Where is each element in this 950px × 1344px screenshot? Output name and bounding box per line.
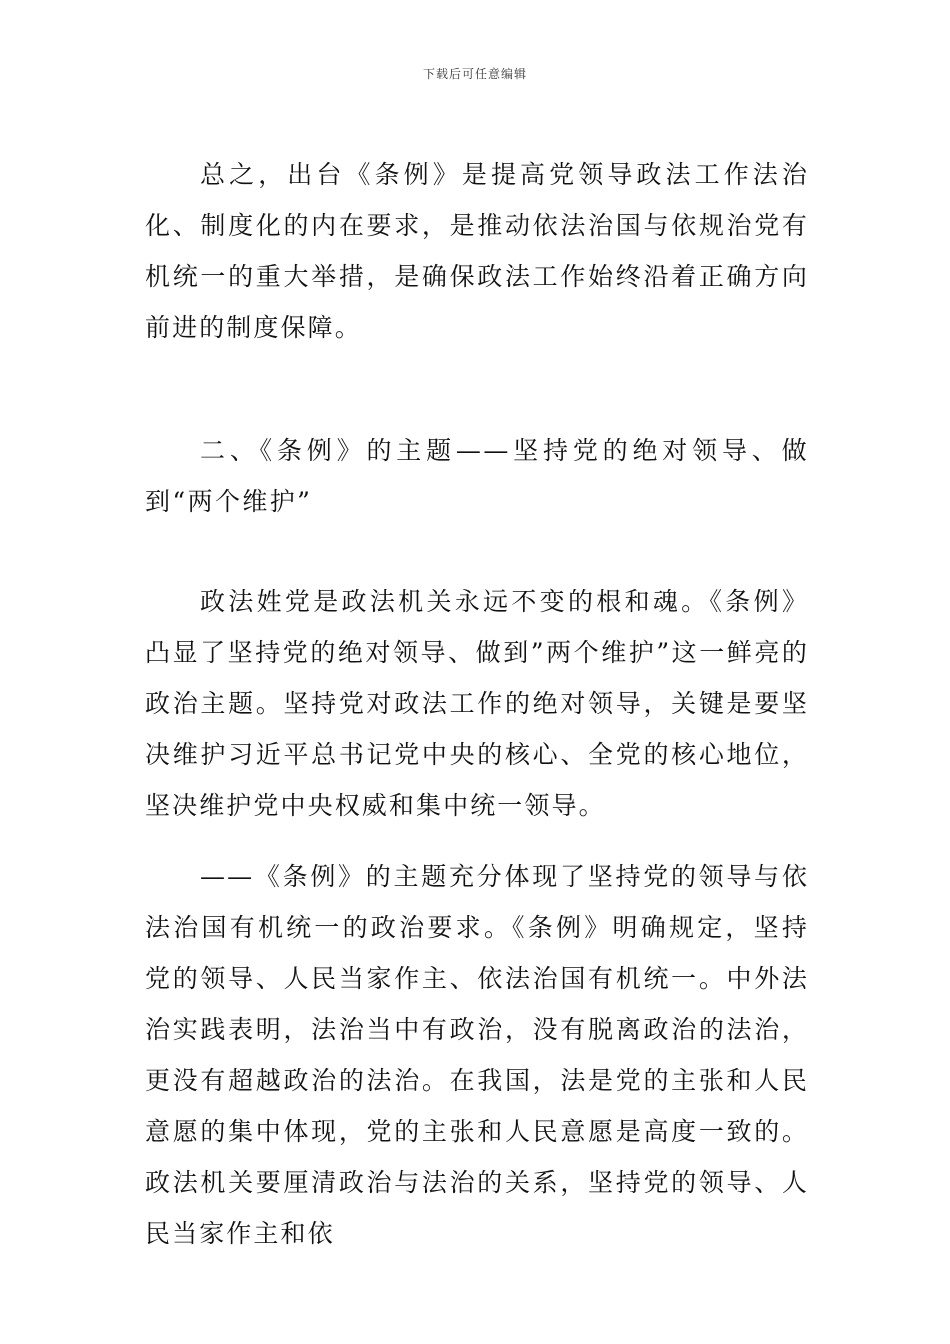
party-leadership-paragraph: 政法姓党是政法机关永远不变的根和魂。《条例》凸显了坚持党的绝对领导、做到”两个维护”这一鲜亮的政治主题。坚持党对政法工作的绝对领导，关键是要坚决维护习近平总书记党中央的核心、全党的核心地位，坚决维护党中央权威和集中统一领导。	[145, 587, 809, 820]
section-heading: 二、《条例》的主题——坚持党的绝对领导、做到“两个维护”	[145, 436, 809, 516]
page-header-note: 下载后可任意编辑	[422, 67, 527, 81]
rule-of-law-paragraph: ——《条例》的主题充分体现了坚持党的领导与依法治国有机统一的政治要求。《条例》明确规定，坚持党的领导、人民当家作主、依法治国有机统一。中外法治实践表明，法治当中有政治，没有脱离政治的法治，更没有超越政治的法治。在我国，法是党的主张和人民意愿的集中体现，党的主张和人民意愿是高度一致的。政法机关要厘清政治与法治的关系，坚持党的领导、人民当家作主和依	[145, 862, 809, 1248]
summary-paragraph: 总之，出台《条例》是提高党领导政法工作法治化、制度化的内在要求，是推动依法治国与依规治党有机统一的重大举措，是确保政法工作始终沿着正确方向前进的制度保障。	[145, 160, 809, 342]
